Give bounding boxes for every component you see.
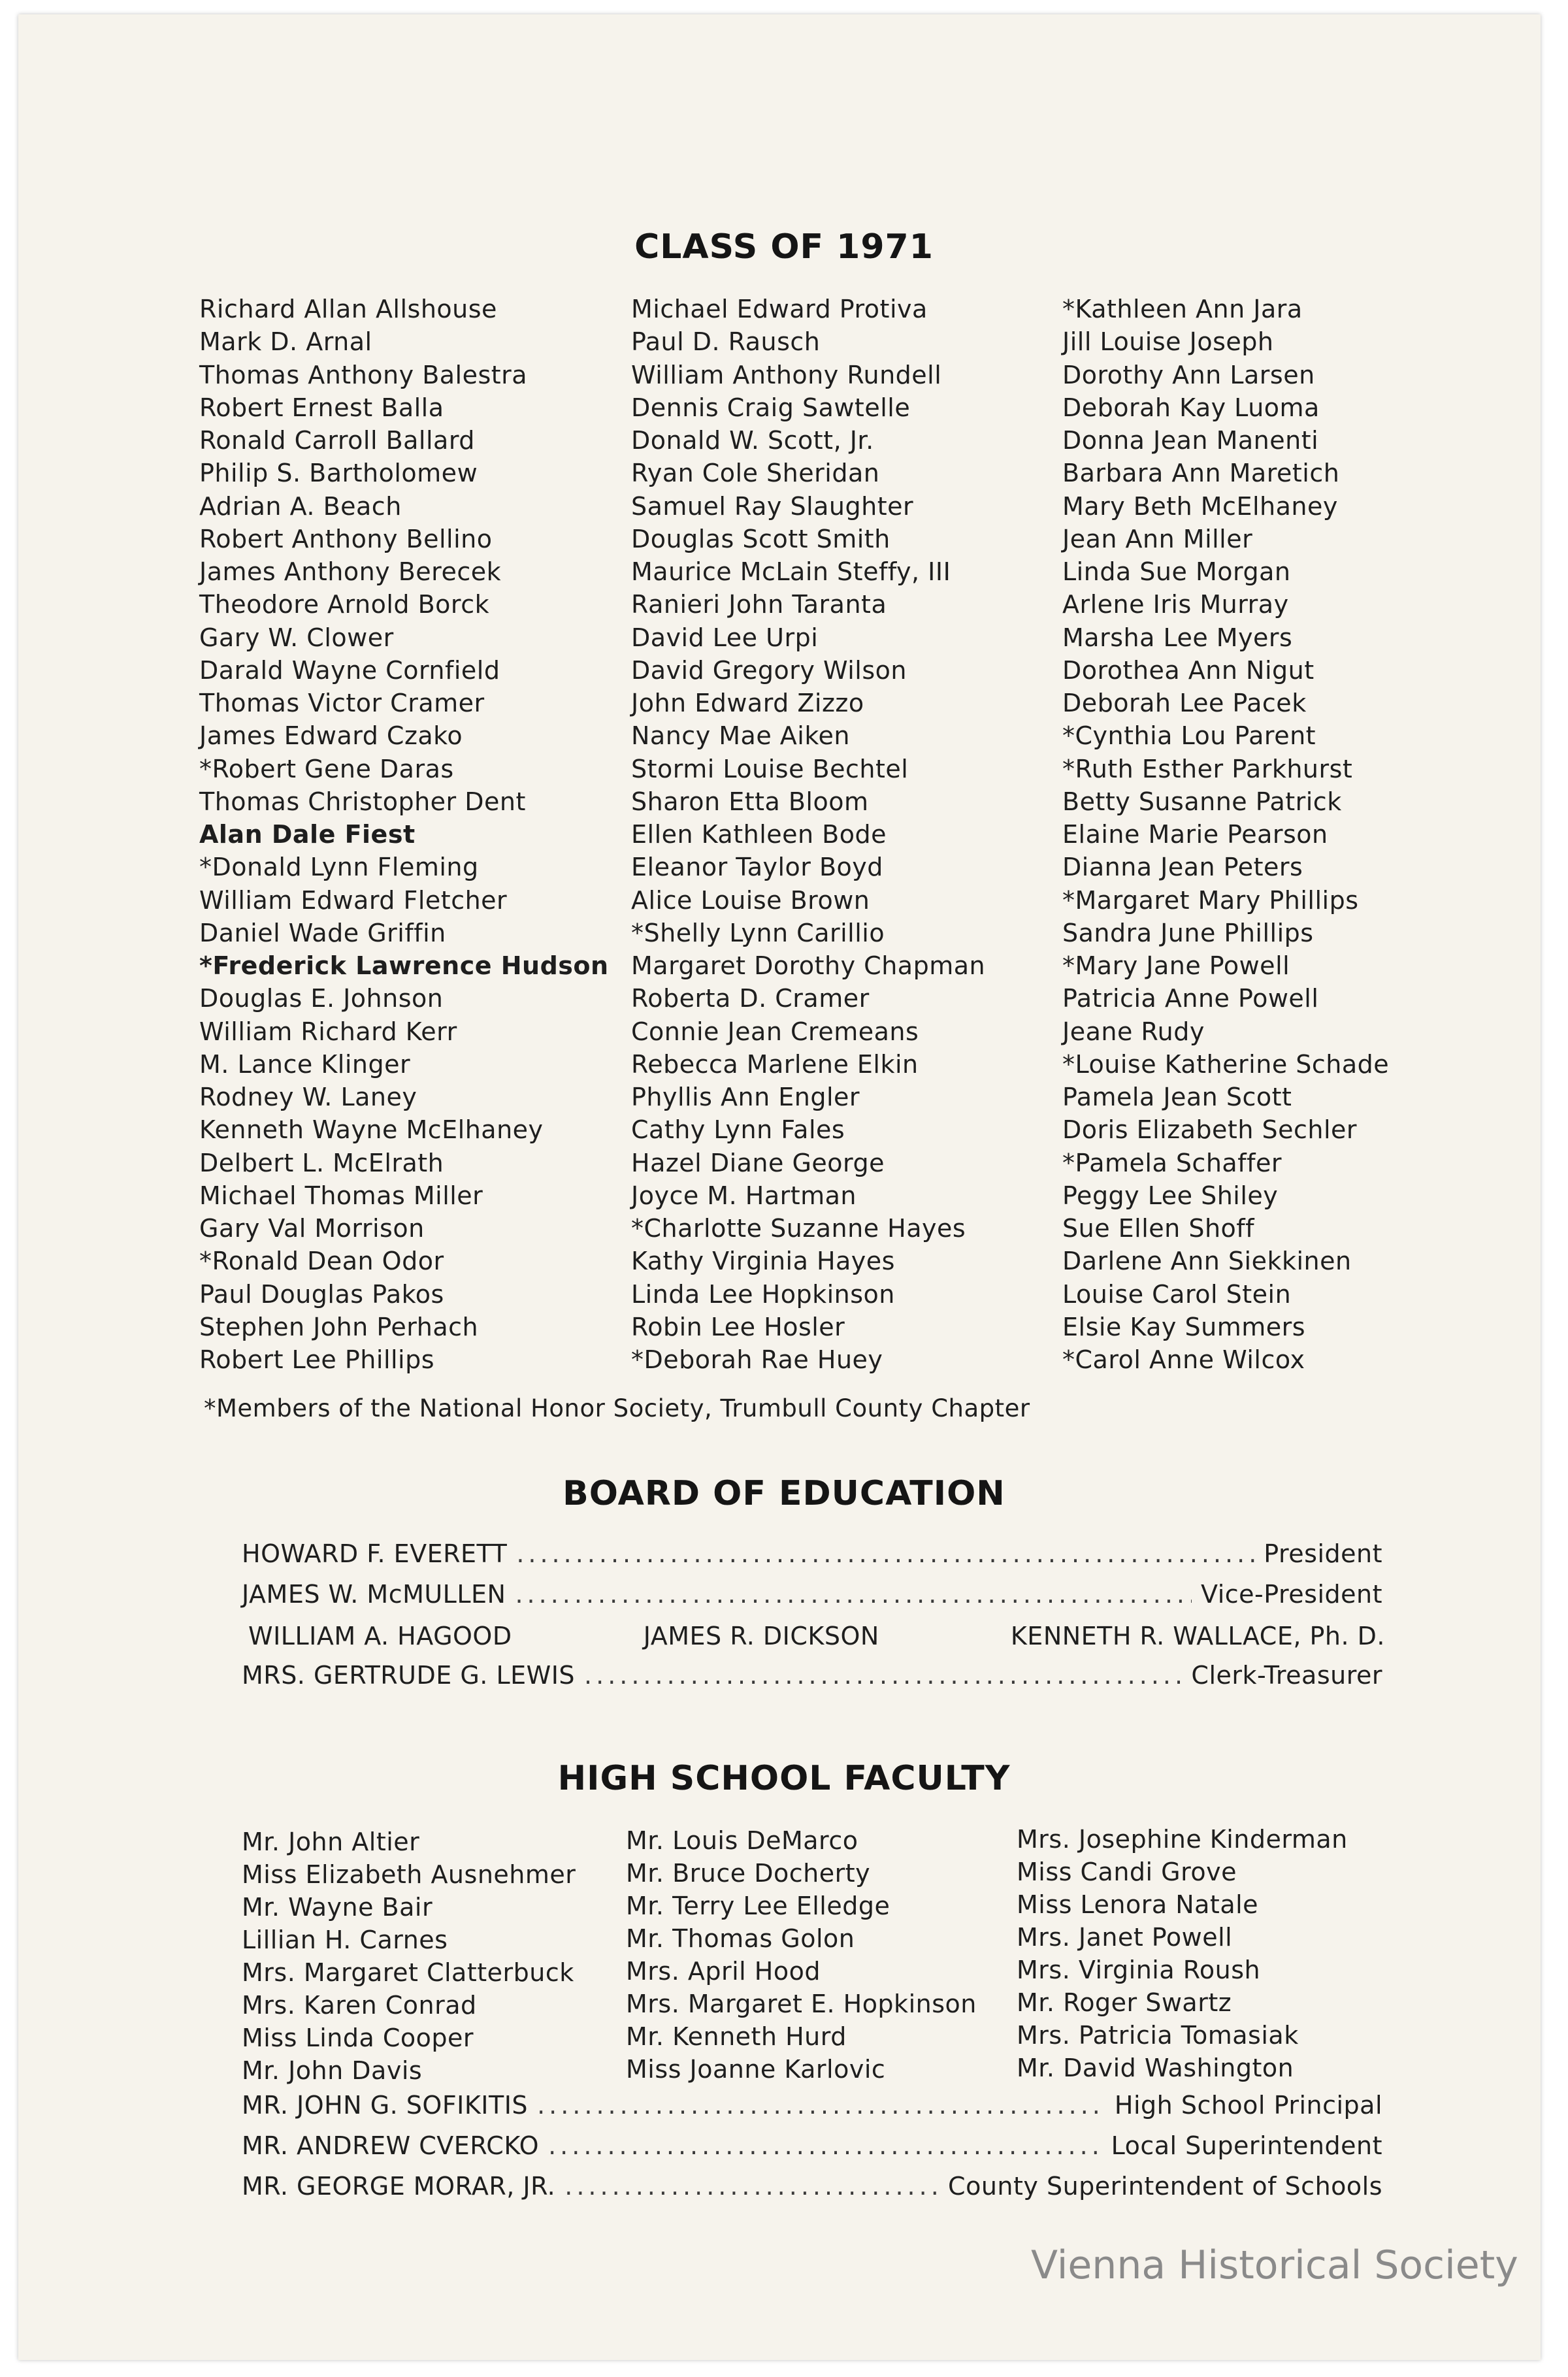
list-item: *Robert Gene Daras	[199, 754, 454, 783]
board-member: JAMES R. DICKSON	[643, 1622, 879, 1650]
list-item: Sharon Etta Bloom	[631, 787, 869, 816]
dot-leader	[548, 2131, 1102, 2160]
list-item: Michael Edward Protiva	[631, 295, 928, 323]
list-item: William Anthony Rundell	[631, 360, 942, 389]
list-item: *Pamela Schaffer	[1062, 1148, 1282, 1177]
list-item: Darald Wayne Cornfield	[199, 655, 500, 685]
list-item: Deborah Kay Luoma	[1062, 393, 1320, 422]
list-item: Douglas E. Johnson	[199, 984, 444, 1013]
dot-leader	[584, 1661, 1182, 1690]
dot-leader	[515, 1580, 1192, 1609]
list-item: Ellen Kathleen Bode	[631, 820, 887, 849]
class-heading: CLASS OF 1971	[634, 227, 934, 267]
list-item: Mr. David Washington	[1017, 2054, 1294, 2082]
list-item: Maurice McLain Steffy, III	[631, 557, 951, 586]
list-item: Miss Lenora Natale	[1017, 1890, 1259, 1919]
list-item: Mark D. Arnal	[199, 327, 372, 357]
list-item: M. Lance Klinger	[199, 1049, 411, 1079]
list-item: Mary Beth McElhaney	[1062, 491, 1338, 521]
list-item: David Gregory Wilson	[631, 655, 907, 685]
local-superintendent-row	[242, 2131, 1382, 2160]
list-item: Elsie Kay Summers	[1062, 1312, 1306, 1341]
list-item: Kenneth Wayne McElhaney	[199, 1115, 544, 1145]
county-superintendent-title: County Superintendent of Schools	[948, 2172, 1382, 2201]
dot-leader	[564, 2172, 939, 2201]
list-item: Barbara Ann Maretich	[1062, 459, 1340, 488]
list-item: Douglas Scott Smith	[631, 524, 890, 553]
list-item: Hazel Diane George	[631, 1148, 885, 1177]
class-column-3	[1062, 293, 1389, 1376]
list-item: Mr. Thomas Golon	[626, 1924, 855, 1953]
list-item: Peggy Lee Shiley	[1062, 1181, 1279, 1210]
list-item: Mr. Roger Swartz	[1017, 1988, 1232, 2017]
board-member: WILLIAM A. HAGOOD	[248, 1622, 512, 1650]
list-item: Dorothy Ann Larsen	[1062, 360, 1315, 389]
local-superintendent-title: Local Superintendent	[1111, 2131, 1382, 2160]
list-item: Gary W. Clower	[199, 623, 394, 652]
list-item: Rodney W. Laney	[199, 1083, 417, 1111]
list-item: Daniel Wade Griffin	[199, 918, 446, 947]
principal-name: MR. JOHN G. SOFIKITIS	[242, 2091, 529, 2120]
list-item: *Margaret Mary Phillips	[1062, 885, 1359, 915]
list-item: Doris Elizabeth Sechler	[1062, 1115, 1358, 1145]
list-item: Donna Jean Manenti	[1062, 426, 1319, 455]
list-item: Dennis Craig Sawtelle	[631, 393, 911, 422]
list-item: Theodore Arnold Borck	[199, 590, 490, 619]
list-item: Linda Lee Hopkinson	[631, 1279, 895, 1309]
list-item: Mr. John Altier	[242, 1828, 420, 1856]
list-item: *Ruth Esther Parkhurst	[1062, 754, 1353, 783]
faculty-column-3	[1017, 1823, 1348, 2084]
list-item: Alan Dale Fiest	[199, 820, 416, 849]
board-president-row	[242, 1539, 1382, 1568]
list-item: *Ronald Dean Odor	[199, 1247, 444, 1276]
list-item: *Deborah Rae Huey	[631, 1345, 883, 1374]
list-item: Betty Susanne Patrick	[1062, 787, 1342, 816]
list-item: Robert Anthony Bellino	[199, 524, 493, 553]
list-item: *Carol Anne Wilcox	[1062, 1345, 1305, 1374]
class-column-1	[199, 293, 609, 1376]
list-item: Mrs. Virginia Roush	[1017, 1956, 1261, 1984]
list-item: Sandra June Phillips	[1062, 918, 1314, 947]
list-item: Mr. Louis DeMarco	[626, 1826, 858, 1855]
list-item: Pamela Jean Scott	[1062, 1083, 1292, 1111]
list-item: Darlene Ann Siekkinen	[1062, 1247, 1352, 1276]
list-item: Robin Lee Hosler	[631, 1312, 845, 1341]
list-item: Kathy Virginia Hayes	[631, 1247, 895, 1276]
faculty-column-1	[242, 1826, 576, 2087]
list-item: *Shelly Lynn Carillio	[631, 918, 885, 947]
list-item: Phyllis Ann Engler	[631, 1083, 860, 1111]
list-item: Thomas Christopher Dent	[199, 787, 526, 816]
list-item: Jill Louise Joseph	[1062, 327, 1274, 357]
principal-title: High School Principal	[1114, 2091, 1382, 2120]
faculty-heading: HIGH SCHOOL FACULTY	[557, 1759, 1011, 1798]
board-vice-title: Vice-President	[1201, 1580, 1382, 1609]
list-item: *Mary Jane Powell	[1062, 951, 1290, 980]
board-heading: BOARD OF EDUCATION	[563, 1474, 1005, 1513]
list-item: Thomas Anthony Balestra	[199, 360, 528, 389]
list-item: Mr. Bruce Docherty	[626, 1859, 871, 1888]
list-item: Cathy Lynn Fales	[631, 1115, 845, 1145]
board-member: KENNETH R. WALLACE, Ph. D.	[1010, 1622, 1385, 1650]
list-item: Miss Candi Grove	[1017, 1858, 1237, 1886]
board-vice-name: JAMES W. McMULLEN	[242, 1580, 506, 1609]
list-item: *Louise Katherine Schade	[1062, 1049, 1390, 1079]
dot-leader	[537, 2091, 1105, 2120]
county-superintendent-row	[242, 2172, 1382, 2201]
dot-leader	[516, 1539, 1254, 1568]
board-members-row	[248, 1622, 1385, 1650]
list-item: Stephen John Perhach	[199, 1312, 479, 1341]
list-item: Linda Sue Morgan	[1062, 557, 1291, 586]
list-item: Mrs. Margaret Clatterbuck	[242, 1958, 574, 1987]
list-item: Miss Linda Cooper	[242, 2024, 474, 2052]
list-item: Deborah Lee Pacek	[1062, 689, 1307, 717]
list-item: Nancy Mae Aiken	[631, 721, 850, 751]
list-item: Mr. Kenneth Hurd	[626, 2022, 847, 2051]
class-column-2	[631, 293, 985, 1376]
watermark: Vienna Historical Society	[1031, 2242, 1518, 2288]
local-superintendent-name: MR. ANDREW CVERCKO	[242, 2131, 540, 2160]
board-president-title: President	[1264, 1539, 1382, 1568]
list-item: Robert Ernest Balla	[199, 393, 444, 422]
board-clerk-name: MRS. GERTRUDE G. LEWIS	[242, 1661, 576, 1690]
list-item: Mrs. Josephine Kinderman	[1017, 1825, 1348, 1854]
list-item: Adrian A. Beach	[199, 491, 402, 521]
list-item: *Cynthia Lou Parent	[1062, 721, 1316, 751]
list-item: Mr. Terry Lee Elledge	[626, 1892, 890, 1920]
list-item: *Donald Lynn Fleming	[199, 853, 479, 882]
board-vice-row	[242, 1580, 1382, 1609]
list-item: Louise Carol Stein	[1062, 1279, 1292, 1309]
list-item: John Edward Zizzo	[631, 689, 864, 717]
list-item: Mrs. Janet Powell	[1017, 1923, 1233, 1952]
list-item: Dorothea Ann Nigut	[1062, 655, 1315, 685]
list-item: Paul D. Rausch	[631, 327, 821, 357]
list-item: Mr. John Davis	[242, 2056, 423, 2085]
list-item: Mr. Wayne Bair	[242, 1893, 433, 1922]
list-item: Patricia Anne Powell	[1062, 984, 1319, 1013]
list-item: Roberta D. Cramer	[631, 984, 870, 1013]
list-item: Dianna Jean Peters	[1062, 853, 1303, 882]
list-item: Eleanor Taylor Boyd	[631, 853, 883, 882]
list-item: *Kathleen Ann Jara	[1062, 295, 1303, 323]
list-item: Arlene Iris Murray	[1062, 590, 1289, 619]
list-item: Sue Ellen Shoff	[1062, 1214, 1255, 1243]
list-item: Richard Allan Allshouse	[199, 295, 497, 323]
list-item: Paul Douglas Pakos	[199, 1279, 444, 1309]
list-item: James Anthony Berecek	[199, 557, 502, 586]
list-item: Connie Jean Cremeans	[631, 1017, 919, 1046]
list-item: Delbert L. McElrath	[199, 1148, 444, 1177]
list-item: William Edward Fletcher	[199, 885, 508, 915]
board-president-name: HOWARD F. EVERETT	[242, 1539, 508, 1568]
list-item: *Frederick Lawrence Hudson	[199, 951, 609, 980]
list-item: William Richard Kerr	[199, 1017, 457, 1046]
list-item: Robert Lee Phillips	[199, 1345, 435, 1374]
board-clerk-row	[242, 1661, 1382, 1690]
list-item: Samuel Ray Slaughter	[631, 491, 914, 521]
list-item: Mrs. Margaret E. Hopkinson	[626, 1990, 977, 2018]
honor-society-note: *Members of the National Honor Society, Trumbull County Chapter	[204, 1394, 1030, 1422]
list-item: Rebecca Marlene Elkin	[631, 1049, 919, 1079]
list-item: Ronald Carroll Ballard	[199, 426, 475, 455]
list-item: Joyce M. Hartman	[631, 1181, 857, 1210]
board-clerk-title: Clerk-Treasurer	[1191, 1661, 1382, 1690]
list-item: Michael Thomas Miller	[199, 1181, 483, 1210]
list-item: James Edward Czako	[199, 721, 463, 751]
list-item: Marsha Lee Myers	[1062, 623, 1293, 652]
list-item: Mrs. Patricia Tomasiak	[1017, 2021, 1299, 2050]
list-item: Jeane Rudy	[1062, 1017, 1205, 1046]
list-item: Miss Joanne Karlovic	[626, 2055, 886, 2084]
list-item: Gary Val Morrison	[199, 1214, 425, 1243]
list-item: David Lee Urpi	[631, 623, 819, 652]
list-item: Mrs. Karen Conrad	[242, 1991, 477, 2020]
county-superintendent-name: MR. GEORGE MORAR, JR.	[242, 2172, 556, 2201]
list-item: Philip S. Bartholomew	[199, 459, 478, 488]
faculty-column-2	[626, 1824, 977, 2086]
list-item: Lillian H. Carnes	[242, 1926, 448, 1954]
list-item: Stormi Louise Bechtel	[631, 754, 909, 783]
list-item: *Charlotte Suzanne Hayes	[631, 1214, 966, 1243]
list-item: Elaine Marie Pearson	[1062, 820, 1328, 849]
list-item: Ryan Cole Sheridan	[631, 459, 880, 488]
list-item: Miss Elizabeth Ausnehmer	[242, 1860, 576, 1889]
list-item: Ranieri John Taranta	[631, 590, 887, 619]
list-item: Mrs. April Hood	[626, 1957, 821, 1986]
principal-row	[242, 2091, 1382, 2120]
list-item: Jean Ann Miller	[1062, 524, 1253, 553]
list-item: Donald W. Scott, Jr.	[631, 426, 874, 455]
list-item: Thomas Victor Cramer	[199, 689, 485, 717]
list-item: Alice Louise Brown	[631, 885, 870, 915]
list-item: Margaret Dorothy Chapman	[631, 951, 986, 980]
